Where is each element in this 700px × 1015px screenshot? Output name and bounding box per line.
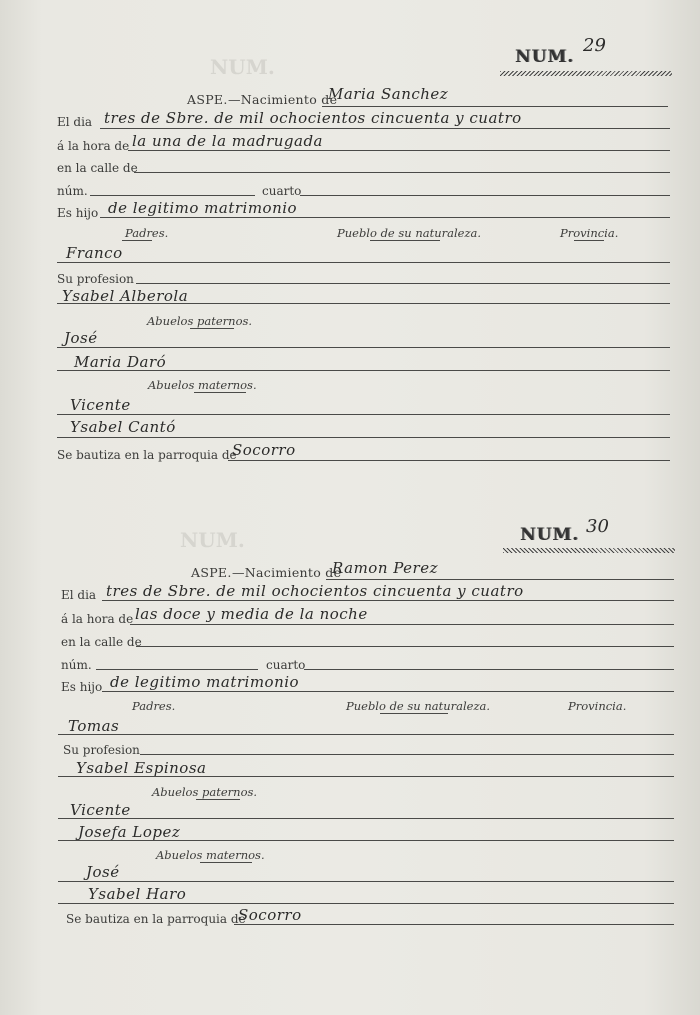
mother-name: Ysabel Alberola bbox=[62, 287, 189, 305]
hora-label: á la hora de bbox=[61, 612, 134, 626]
pueblo-label: Pueblo de su naturaleza. bbox=[346, 699, 491, 713]
provincia-label: Provincia. bbox=[568, 699, 627, 713]
provincia-label: Provincia. bbox=[560, 226, 619, 240]
paternal-grandfather: Vicente bbox=[70, 801, 131, 819]
maternal-grandmother: Ysabel Cantó bbox=[70, 418, 176, 436]
record-number-label: NUM. bbox=[520, 525, 580, 545]
maternal-label: Abuelos maternos. bbox=[156, 848, 265, 862]
paternal-grandmother: Josefa Lopez bbox=[78, 823, 181, 841]
father-name: Tomas bbox=[68, 717, 120, 735]
num-field-label: núm. bbox=[61, 658, 92, 672]
cuarto-label: cuarto bbox=[262, 184, 302, 198]
hijo-label: Es hijo bbox=[61, 680, 103, 694]
parroquia-value: Socorro bbox=[232, 441, 296, 459]
parroquia-label: Se bautiza en la parroquia de bbox=[66, 912, 246, 926]
dia-label: El dia bbox=[61, 588, 97, 602]
profesion-label: Su profesion bbox=[63, 743, 140, 757]
record-number-label: NUM. bbox=[515, 47, 575, 67]
cuarto-label: cuarto bbox=[266, 658, 306, 672]
calle-label: en la calle de bbox=[57, 161, 138, 175]
place-label: ASPE. bbox=[187, 92, 228, 107]
hijo-value: de legitimo matrimonio bbox=[110, 673, 300, 691]
child-name: Ramon Perez bbox=[332, 559, 439, 577]
parroquia-value: Socorro bbox=[238, 906, 302, 924]
bleed-through: NUM. bbox=[180, 528, 245, 552]
mother-name: Ysabel Espinosa bbox=[76, 759, 207, 777]
num-field-label: núm. bbox=[57, 184, 88, 198]
parroquia-label: Se bautiza en la parroquia de bbox=[57, 448, 237, 462]
dia-value: tres de Sbre. de mil ochocientos cincuenta y cuatro bbox=[106, 582, 524, 600]
dia-value: tres de Sbre. de mil ochocientos cincuenta y cuatro bbox=[104, 109, 522, 127]
title-label: —Nacimiento de bbox=[228, 92, 338, 107]
ornament-rule bbox=[500, 71, 672, 76]
hijo-label: Es hijo bbox=[57, 206, 99, 220]
padres-label: Padres. bbox=[125, 226, 169, 240]
maternal-grandfather: Vicente bbox=[70, 396, 131, 414]
bleed-through: NUM. bbox=[210, 55, 275, 79]
hijo-value: de legitimo matrimonio bbox=[108, 199, 298, 217]
maternal-label: Abuelos maternos. bbox=[148, 378, 257, 392]
father-name: Franco bbox=[66, 244, 123, 262]
profesion-label: Su profesion bbox=[57, 272, 134, 286]
calle-label: en la calle de bbox=[61, 635, 142, 649]
dia-label: El dia bbox=[57, 115, 93, 129]
paternal-grandmother: Maria Daró bbox=[74, 353, 167, 371]
paternal-label: Abuelos paternos. bbox=[147, 314, 253, 328]
hora-value: la una de la madrugada bbox=[132, 132, 323, 150]
hora-value: las doce y media de la noche bbox=[135, 605, 368, 623]
record-number: 29 bbox=[583, 35, 606, 56]
ornament-rule bbox=[503, 548, 675, 553]
padres-label: Padres. bbox=[132, 699, 176, 713]
maternal-grandfather: José bbox=[86, 863, 120, 881]
title-label: —Nacimiento de bbox=[232, 565, 342, 580]
hora-label: á la hora de bbox=[57, 139, 130, 153]
paternal-label: Abuelos paternos. bbox=[152, 785, 258, 799]
place-label: ASPE. bbox=[191, 565, 232, 580]
child-name: Maria Sanchez bbox=[328, 85, 449, 103]
record-number: 30 bbox=[586, 516, 609, 537]
maternal-grandmother: Ysabel Haro bbox=[88, 885, 187, 903]
paternal-grandfather: José bbox=[64, 329, 98, 347]
pueblo-label: Pueblo de su naturaleza. bbox=[337, 226, 482, 240]
